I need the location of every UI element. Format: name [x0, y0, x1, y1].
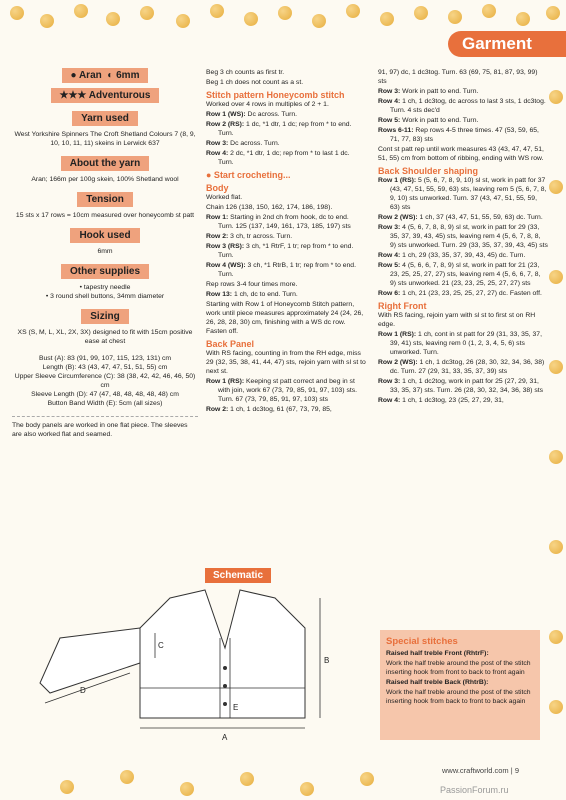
pattern-row: Row 5: Work in patt to end. Turn.: [378, 117, 479, 124]
difficulty-header: ★★★ Adventurous: [51, 88, 160, 103]
section-heading: ● Start crocheting...: [206, 170, 291, 180]
pattern-row: Row 6: 1 ch, 21 (23, 23, 25, 25, 27, 27) dc. Fasten off.: [378, 290, 542, 297]
dim-a: A: [222, 733, 228, 742]
hook-header: Hook used: [70, 228, 139, 243]
pattern-row: Row 1: Starting in 2nd ch from hook, dc to end. Turn. 125 (137, 149, 161, 173, 185, 197) sts: [206, 214, 351, 230]
watermark: PassionForum.ru: [440, 785, 509, 795]
pattern-row: Row 2: 1 ch, 1 dc3tog, 61 (67, 73, 79, 85,: [206, 406, 332, 413]
sizing-header: Sizing: [81, 309, 128, 324]
schematic-diagram: [30, 568, 360, 748]
section-heading: Back Panel: [206, 339, 255, 349]
pattern-row: Row 2 (WS): 1 ch, 1 dc3tog, 26 (28, 30, 32, 34, 36, 38) dc. Turn. 27 (29, 31, 33, 35, 37, 39) sts: [378, 359, 545, 375]
measurements: Bust (A): 83 (91, 99, 107, 115, 123, 131) cm Length (B): 43 (43, 47, 47, 51, 51, 55) cm Upper Sleeve Circumference (C): 38 (38, 42, 42, 46, 46, 50) cm Sleeve Length (D): 47 (47, 48, 48, 48, 48, 48) cm Button Band Width (E): 5cm (all sizes): [14, 355, 196, 407]
paragraph: 91, 97) dc, 1 dc3tog. Turn. 63 (69, 75, 81, 87, 93, 99) sts: [378, 69, 538, 85]
footer: www.craftworld.com | 9: [442, 766, 519, 775]
pattern-column-2: [206, 68, 366, 415]
other-supplies-header: Other supplies: [61, 264, 149, 279]
tension-text: 15 sts x 17 rows = 10cm measured over honeycomb st patt: [15, 212, 195, 219]
rhtrb-text: Work the half treble around the post of the stitch inserting hook from back to front to back again: [386, 689, 531, 705]
dim-e: E: [233, 703, 239, 712]
section-heading: Back Shoulder shaping: [378, 166, 479, 176]
sizing-text: XS (S, M, L, XL, 2X, 3X) designed to fit with 15cm positive ease at chest: [17, 329, 193, 345]
paragraph: Beg 1 ch does not count as a st.: [206, 79, 304, 86]
pattern-row: Row 4: 1 ch, 1 dc3tog, 23 (25, 27, 29, 31,: [378, 397, 504, 404]
section-banner: Garment: [448, 31, 566, 57]
special-stitches-title: Special stitches: [386, 636, 458, 647]
paragraph: Cont st patt rep until work measures 43 (43, 47, 47, 51, 51, 55) cm from bottom of ribbing, ending with WS row.: [378, 146, 544, 162]
yarn-used-text: West Yorkshire Spinners The Croft Shetland Colours 7 (8, 9, 10, 10, 11, 11) skeins in Lerwick 637: [14, 131, 196, 147]
about-yarn-text: Aran; 166m per 100g skein, 100% Shetland wool: [31, 176, 179, 183]
paragraph: Chain 126 (138, 150, 162, 174, 186, 198).: [206, 204, 333, 211]
paragraph: Worked over 4 rows in multiples of 2 + 1.: [206, 101, 329, 108]
pattern-row: Row 3: 1 ch, 1 dc2tog, work in patt for 25 (27, 29, 31, 33, 35, 37) sts. Turn. 26 (28, 30, 32, 34, 36, 38) sts: [378, 378, 544, 394]
pattern-row: Row 13: 1 ch, dc to end. Turn.: [206, 291, 298, 298]
section-heading: Body: [206, 183, 229, 193]
paragraph: Starting with Row 1 of Honeycomb Stitch pattern, work until piece measures approximately 24 (24, 26, 26, 28, 28, 30) cm, finishing with a WS dc row. Fasten off.: [206, 301, 364, 335]
paragraph: Worked flat.: [206, 194, 243, 201]
schematic-label: Schematic: [205, 568, 271, 583]
section-heading: Right Front: [378, 301, 427, 311]
pattern-row: Row 4 (WS): 3 ch, *1 RtrB, 1 tr; rep from * to end. Turn.: [206, 262, 356, 278]
paragraph: Beg 3 ch counts as first tr.: [206, 69, 285, 76]
pattern-row: Row 1 (RS): Keeping st patt correct and beg in st with join, work 67 (73, 79, 85, 91, 97, 103) sts. Turn. 67 (73, 79, 85, 91, 97, 103) sts: [206, 378, 358, 403]
pattern-column-3: [378, 68, 548, 406]
special-stitches-box: Special stitches Raised half treble Front (RhtrF): Work the half treble around the post of the stitch inserting hook from front to back to front again Raised half treble Back (RhtrB): Work the half treble around the post of the stitch inserting hook from back to front to back again: [380, 630, 540, 740]
hook-text: 6mm: [97, 248, 113, 255]
rhtrf-text: Work the half treble around the post of the stitch inserting hook from front to back to front again: [386, 660, 531, 676]
pattern-row: Row 4: 1 ch, 1 dc3tog, dc across to last 3 sts, 1 dc3tog. Turn. 4 sts dec'd: [378, 98, 546, 114]
pattern-row: Row 1 (WS): Dc across. Turn.: [206, 111, 298, 118]
pattern-row: Row 3 (RS): 3 ch, *1 RtrF, 1 tr; rep from * to end. Turn.: [206, 243, 354, 259]
dim-b: B: [324, 656, 330, 665]
pattern-row: Row 1 (RS): 1 ch, cont in st patt for 29 (31, 33, 35, 37, 39, 41) sts, leaving rem 0 (1, 2, 3, 4, 5, 6) sts unworked. Turn.: [378, 331, 542, 356]
construction-note: The body panels are worked in one flat piece. The sleeves are also worked flat and seamed.: [12, 422, 188, 438]
pattern-row: Row 3: 4 (5, 6, 7, 8, 8, 9) sl st, work in patt for 29 (33, 35, 37, 39, 43, 45) sts, leaving rem 4 (5, 6, 7, 8, 8, 9) sts unworked. Turn. 29 (33, 35, 37, 39, 43, 45) sts: [378, 224, 548, 249]
dim-c: C: [158, 641, 164, 650]
section-heading: Stitch pattern Honeycomb stitch: [206, 90, 345, 100]
pattern-row: Row 2 (RS): 1 dc, *1 dtr, 1 dc; rep from * to end. Turn.: [206, 121, 352, 137]
pattern-row: Rows 6-11: Rep rows 4-5 three times. 47 (53, 59, 65, 71, 77, 83) sts: [378, 127, 539, 143]
about-yarn-header: About the yarn: [61, 156, 150, 171]
dim-d: D: [80, 686, 86, 695]
paragraph: With RS facing, rejoin yarn with sl st to first st on RH edge.: [378, 312, 536, 328]
pattern-row: Row 2: 3 ch, tr across. Turn.: [206, 233, 293, 240]
paragraph: With RS facing, counting in from the RH edge, miss 29 (32, 35, 38, 41, 44, 47) sts, rejoin yarn with sl st to next st.: [206, 350, 366, 375]
divider: [12, 416, 198, 417]
yarn-used-header: Yarn used: [72, 111, 138, 126]
pattern-row: Row 3: Dc across. Turn.: [206, 140, 280, 147]
tension-header: Tension: [77, 192, 133, 207]
paragraph: Rep rows 3-4 four times more.: [206, 281, 298, 288]
pattern-row: Row 5: 4 (5, 6, 6, 7, 8, 9) sl st, work in patt for 21 (23, 23, 25, 25, 27, 27) sts, leaving rem 4 (5, 6, 6, 7, 8, 9) sts unworked. 21 (23, 23, 25, 25, 27, 27) sts: [378, 262, 541, 287]
pattern-row: Row 4: 2 dc, *1 dtr, 1 dc; rep from * to last 1 dc. Turn.: [206, 150, 350, 166]
pattern-row: Row 3: Work in patt to end. Turn.: [378, 88, 479, 95]
pattern-row: Row 4: 1 ch, 29 (33, 35, 37, 39, 43, 45) dc. Turn.: [378, 252, 526, 259]
pattern-row: Row 2 (WS): 1 ch, 37 (43, 47, 51, 55, 59, 63) dc. Turn.: [378, 214, 543, 221]
other-supplies-text: • tapestry needle • 3 round shell buttons, 34mm diameter: [45, 284, 165, 300]
left-column: [12, 68, 198, 447]
pattern-row: Row 1 (RS): 5 (5, 6, 7, 8, 9, 10) sl st, work in patt for 37 (43, 47, 51, 55, 59, 63) sts, leaving rem 5 (5, 6, 7, 8, 9, 10) sts unworked. Turn. 37 (43, 47, 51, 55, 59, 63) sts: [378, 177, 547, 211]
yarn-weight-header: ● Aran ◐ 6mm: [62, 68, 149, 83]
